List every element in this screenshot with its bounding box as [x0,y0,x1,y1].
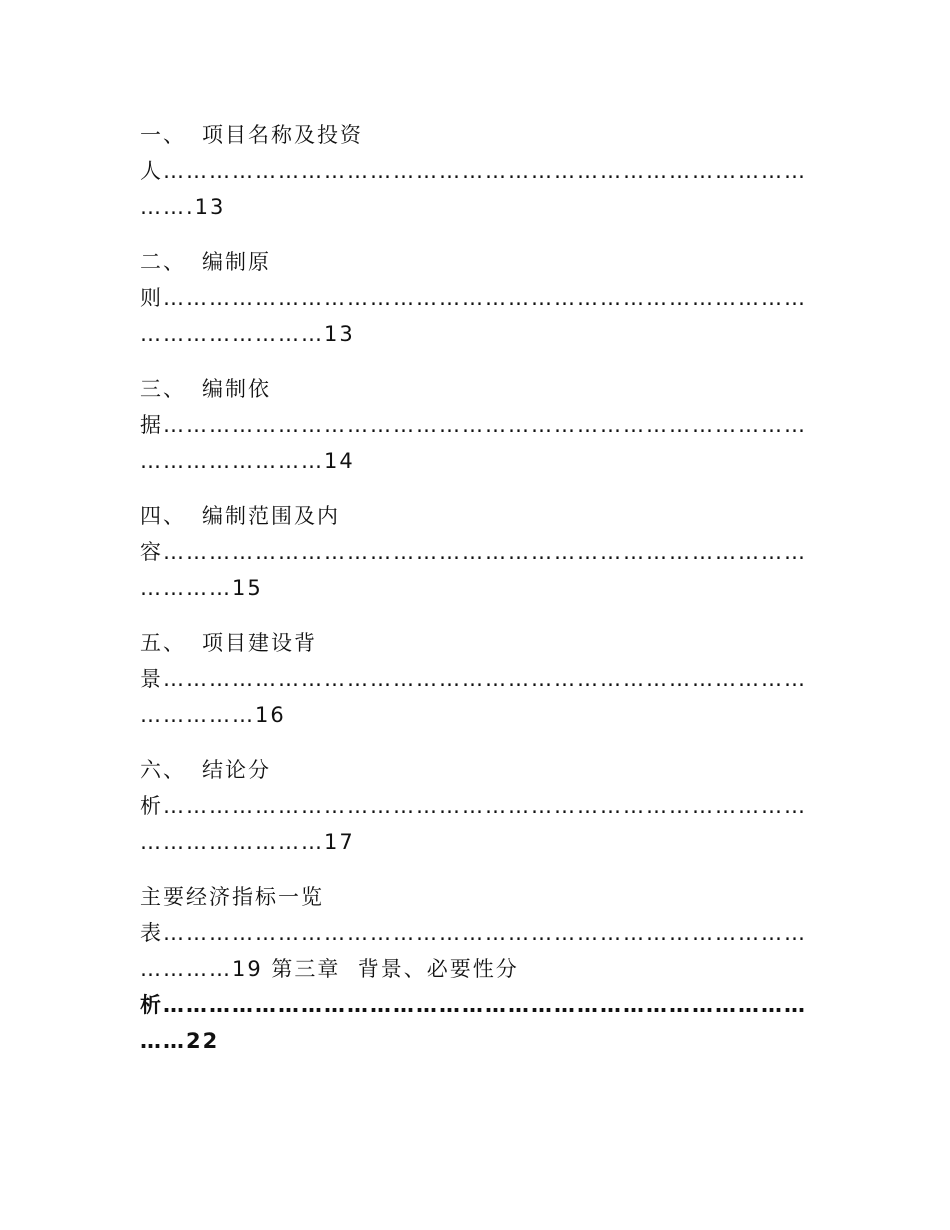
toc-entry-5-heading[interactable] [140,629,317,657]
toc-entry-3-page[interactable]: ……………………14 [140,449,355,473]
toc-entry-1-prefix: 一、 [140,123,186,147]
toc-entry-2-page[interactable]: ……………………13 [140,322,355,346]
toc-summary-heading[interactable]: 主要经济指标一览 [140,885,324,909]
toc-entry-4-leader[interactable]: 容………………………………………………………………………… [140,540,807,564]
toc-entry-2-heading[interactable] [140,248,271,276]
toc-entry-3-prefix: 三、 [140,377,186,401]
toc-chapter-leader[interactable]: 析………………………………………………………………………… [140,993,807,1017]
toc-entry-5-leader[interactable]: 景………………………………………………………………………… [140,667,807,691]
toc-entry-6-page[interactable]: ……………………17 [140,830,355,854]
toc-entry-5-title: 项目建设背 [202,631,317,655]
toc-entry-4-prefix: 四、 [140,504,186,528]
toc-entry-4-page[interactable]: …………15 [140,576,263,600]
toc-summary-leader[interactable]: 表………………………………………………………………………… [140,921,807,945]
toc-entry-5-page[interactable]: ……………16 [140,703,286,727]
toc-chapter-page[interactable]: ……22 [140,1029,220,1053]
toc-entry-6-prefix: 六、 [140,758,186,782]
toc-entry-1-heading[interactable] [140,121,363,149]
toc-entry-4-title: 编制范围及内 [202,504,340,528]
toc-entry-5-prefix: 五、 [140,631,186,655]
toc-entry-1-page[interactable]: …….13 [140,195,226,219]
toc-entry-3-heading[interactable] [140,375,271,403]
toc-entry-6-heading[interactable] [140,756,271,784]
toc-entry-3-title: 编制依 [202,377,271,401]
toc-summary-page-and-chapter[interactable]: …………19 第三章 背景、必要性分 [140,957,519,981]
toc-entry-3-leader[interactable]: 据………………………………………………………………………… [140,413,807,437]
toc-entry-2-title: 编制原 [202,250,271,274]
toc-entry-6-title: 结论分 [202,758,271,782]
toc-entry-2-prefix: 二、 [140,250,186,274]
toc-entry-1-title: 项目名称及投资 [202,123,363,147]
toc-entry-6-leader[interactable]: 析………………………………………………………………………… [140,794,807,818]
toc-entry-4-heading[interactable] [140,502,340,530]
toc-entry-2-leader[interactable]: 则………………………………………………………………………… [140,286,807,310]
toc-entry-1-leader[interactable]: 人………………………………………………………………………… [140,159,807,183]
